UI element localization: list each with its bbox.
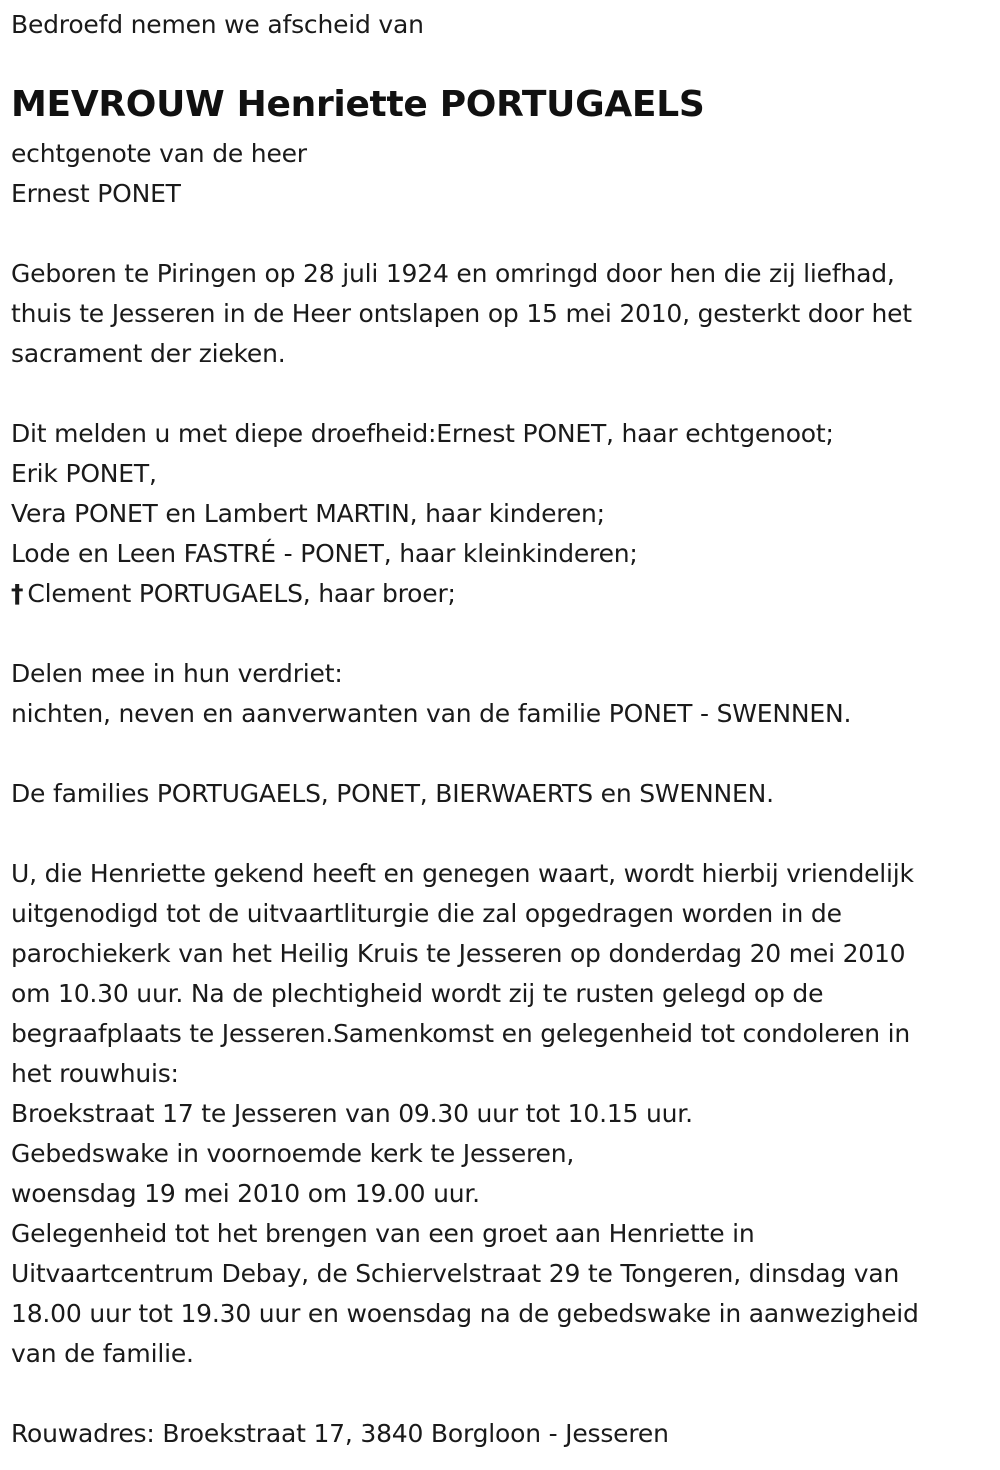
announcer-line: Erik PONET, (11, 459, 157, 488)
funeral-info-line: het rouwhuis: (11, 1059, 179, 1088)
funeral-info-line: begraafplaats te Jesseren.Samenkomst en gelegenheid tot condoleren in (11, 1019, 911, 1048)
birth-death-line: sacrament der zieken. (11, 339, 286, 368)
birth-death-line: Geboren te Piringen op 28 juli 1924 en omringd door hen die zij liefhad, (11, 259, 895, 288)
deceased-name: MEVROUW Henriette PORTUGAELS (11, 84, 705, 125)
funeral-info-line: van de familie. (11, 1339, 194, 1368)
funeral-info-line: Uitvaartcentrum Debay, de Schiervelstraat 29 te Tongeren, dinsdag van (11, 1259, 900, 1288)
spouse-line-2: Ernest PONET (11, 179, 181, 208)
spacer (11, 734, 996, 774)
deceased-brother-line (11, 574, 996, 614)
spacer (11, 614, 996, 654)
funeral-info-line: parochiekerk van het Heilig Kruis te Jesseren op donderdag 20 mei 2010 (11, 939, 906, 968)
families-line: De families PORTUGAELS, PONET, BIERWAERTS en SWENNEN. (11, 779, 774, 808)
share-grief-line: nichten, neven en aanverwanten van de familie PONET - SWENNEN. (11, 699, 852, 728)
funeral-info-line: uitgenodigd tot de uitvaartliturgie die zal opgedragen worden in de (11, 899, 842, 928)
announcer-line: Vera PONET en Lambert MARTIN, haar kinderen; (11, 499, 605, 528)
funeral-info-line: Broekstraat 17 te Jesseren van 09.30 uur tot 10.15 uur. (11, 1099, 693, 1128)
share-grief-line: Delen mee in hun verdriet: (11, 659, 343, 688)
funeral-info-line: om 10.30 uur. Na de plechtigheid wordt zij te rusten gelegd op de (11, 979, 824, 1008)
cross-icon: † (11, 579, 24, 608)
spacer (11, 814, 996, 854)
deceased-brother-text: Clement PORTUGAELS, haar broer; (27, 579, 456, 608)
announcer-line: Lode en Leen FASTRÉ - PONET, haar kleinkinderen; (11, 539, 638, 568)
spouse-line-1: echtgenote van de heer (11, 139, 307, 168)
spacer (11, 1374, 996, 1414)
funeral-info-line: Gebedswake in voornoemde kerk te Jesseren, (11, 1139, 575, 1168)
spacer (11, 374, 996, 414)
spacer (11, 214, 996, 254)
mourning-address: Rouwadres: Broekstraat 17, 3840 Borgloon - Jesseren (11, 1419, 669, 1448)
intro-text: Bedroefd nemen we afscheid van (11, 10, 424, 39)
funeral-info-line: U, die Henriette gekend heeft en genegen waart, wordt hierbij vriendelijk (11, 859, 914, 888)
notice-body (11, 134, 996, 1454)
funeral-info-line: 18.00 uur tot 19.30 uur en woensdag na de gebedswake in aanwezigheid (11, 1299, 919, 1328)
funeral-info-line: Gelegenheid tot het brengen van een groet aan Henriette in (11, 1219, 755, 1248)
funeral-info-line: woensdag 19 mei 2010 om 19.00 uur. (11, 1179, 480, 1208)
announcer-line: Dit melden u met diepe droefheid:Ernest PONET, haar echtgenoot; (11, 419, 834, 448)
birth-death-line: thuis te Jesseren in de Heer ontslapen op 15 mei 2010, gesterkt door het (11, 299, 912, 328)
